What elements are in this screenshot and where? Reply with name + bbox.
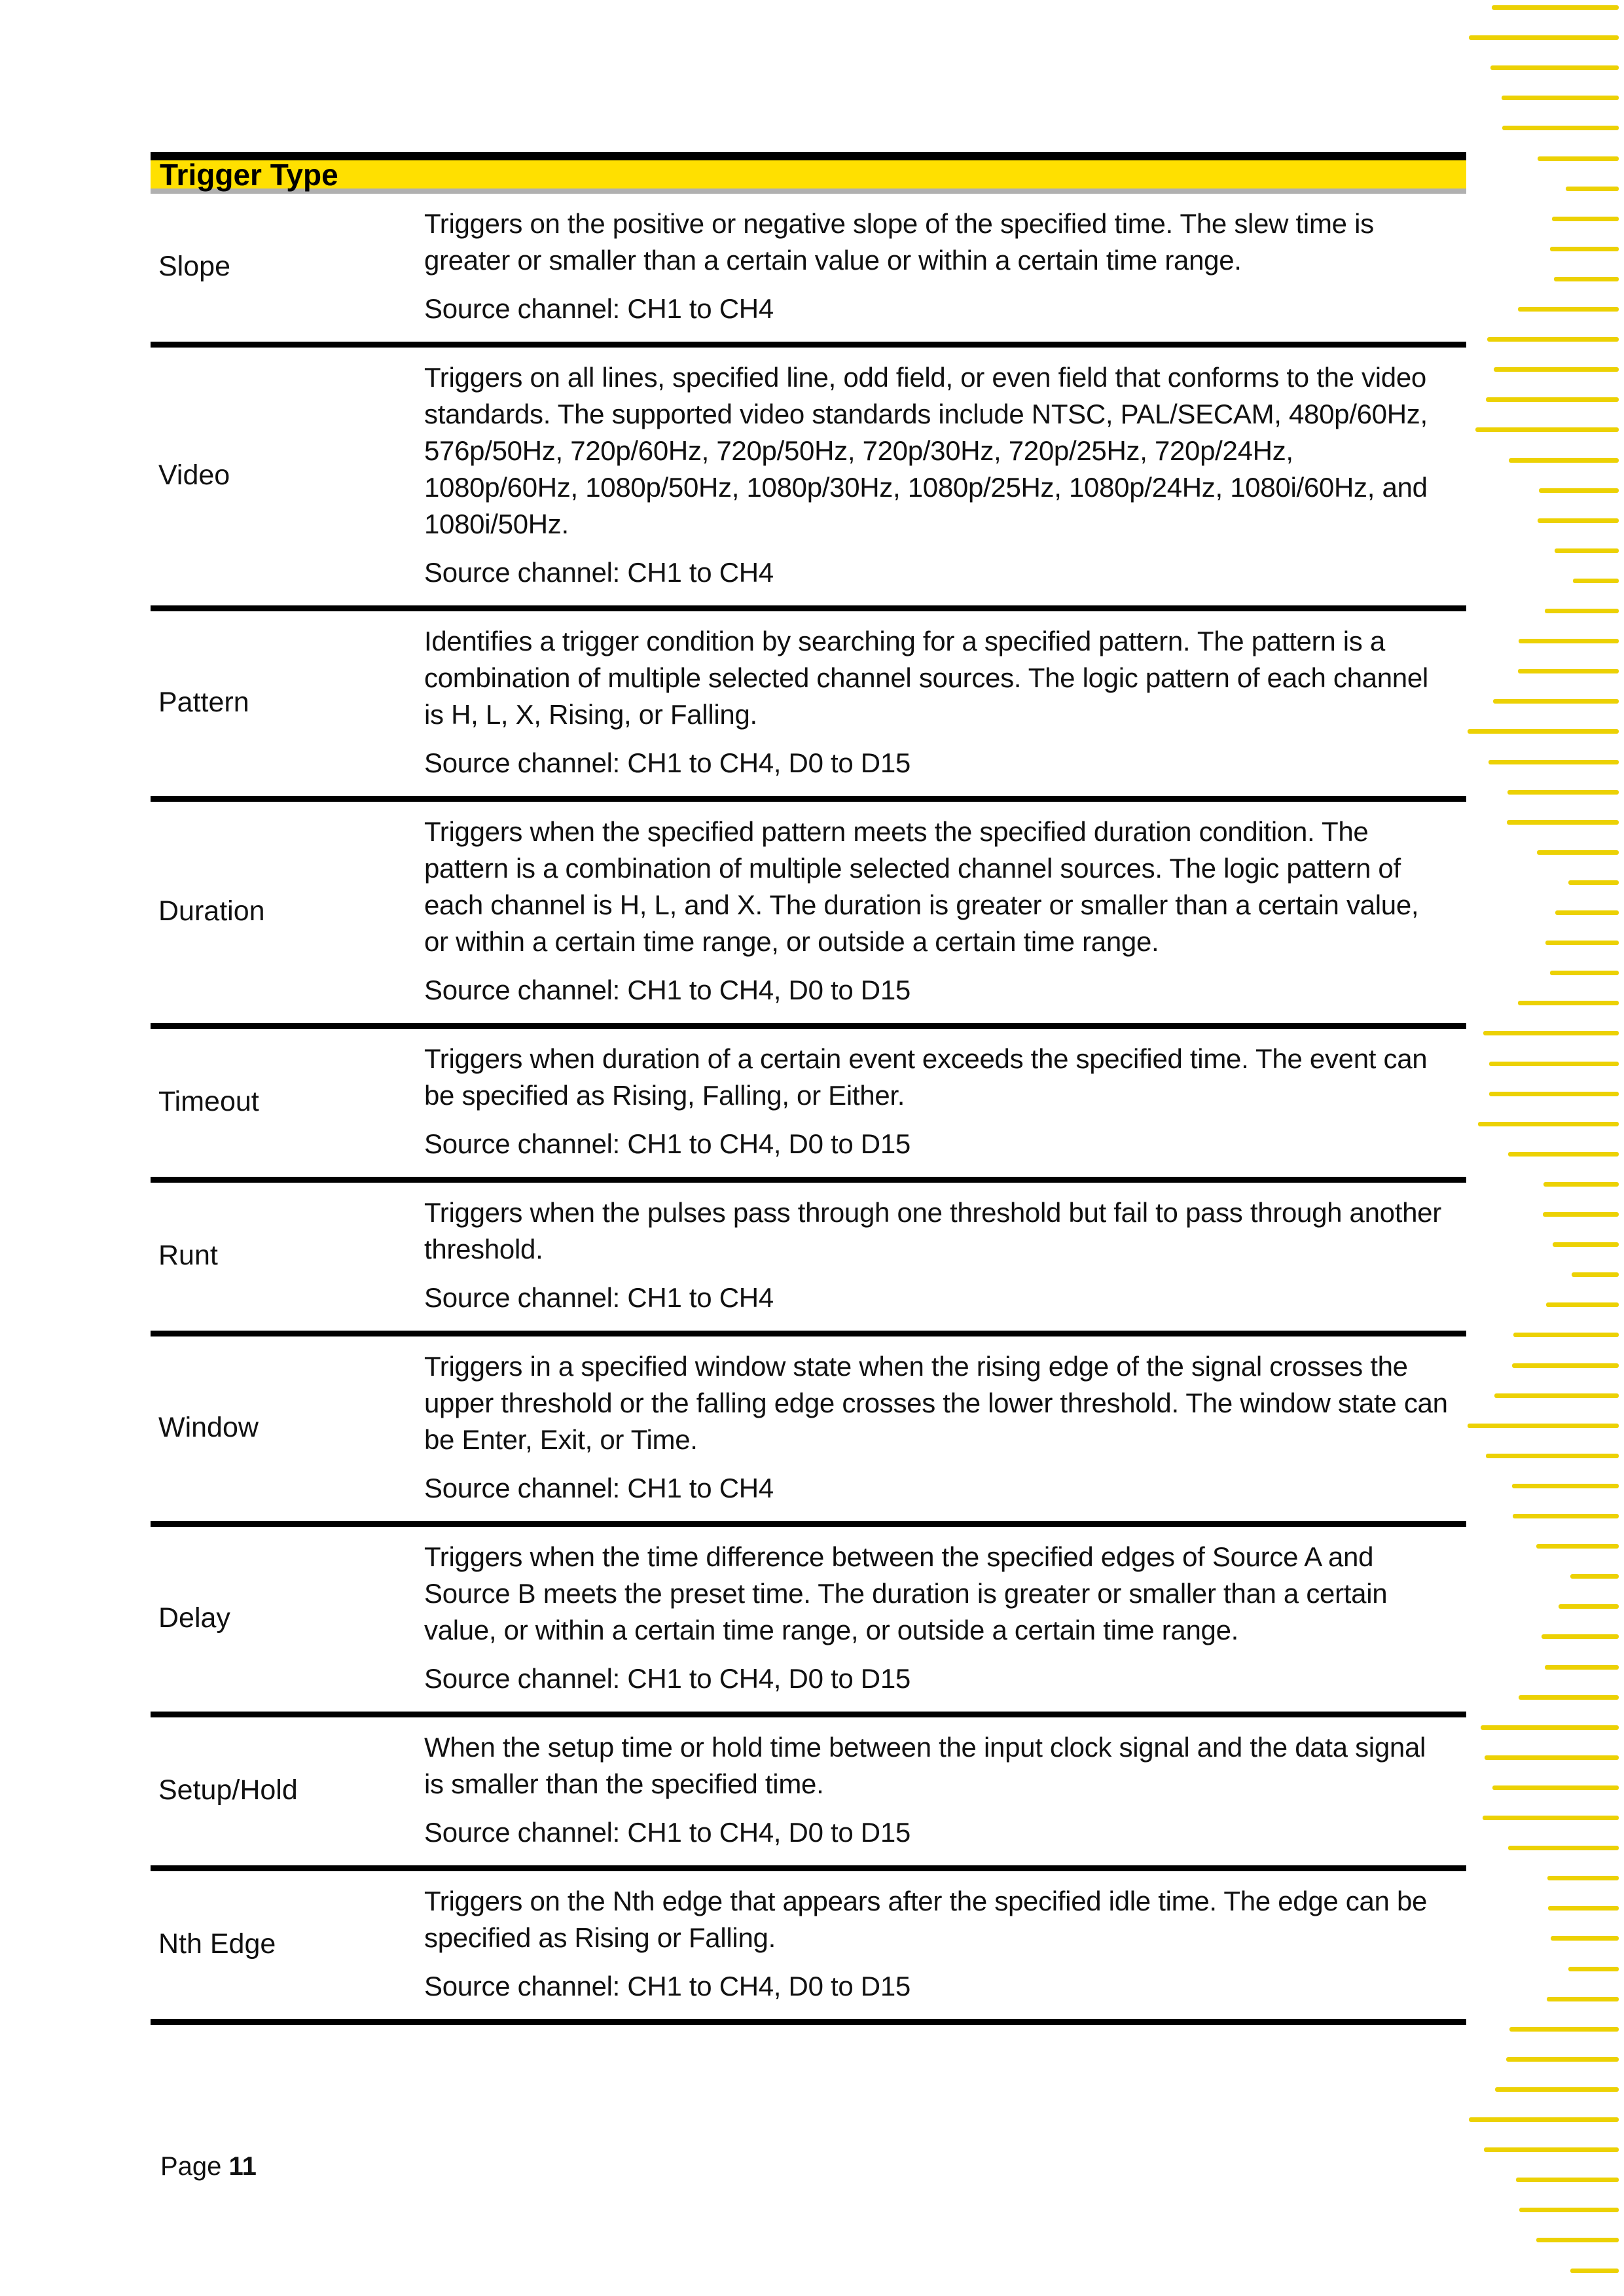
edge-line (1537, 850, 1619, 855)
edge-line (1509, 2027, 1619, 2032)
trigger-name: Setup/Hold (158, 1774, 298, 1806)
edge-line (1495, 2087, 1619, 2092)
trigger-source-channel: Source channel: CH1 to CH4 (424, 557, 774, 588)
edge-line (1518, 307, 1619, 312)
edge-line (1543, 1212, 1619, 1217)
page-footer (160, 2152, 257, 2181)
table-row (151, 348, 1466, 611)
trigger-details (424, 1729, 1466, 1851)
table-row (151, 1717, 1466, 1871)
edge-line (1483, 1031, 1619, 1035)
edge-line (1492, 1785, 1619, 1790)
edge-line (1519, 1695, 1619, 1700)
trigger-details (424, 1348, 1466, 1507)
table-row (151, 802, 1466, 1029)
edge-line (1486, 1454, 1619, 1458)
edge-line (1489, 1092, 1619, 1096)
edge-line (1570, 1574, 1619, 1579)
edge-line (1570, 2269, 1619, 2273)
edge-line (1546, 1302, 1619, 1307)
edge-line (1494, 367, 1619, 372)
trigger-details (424, 359, 1466, 591)
edge-line (1518, 1001, 1619, 1005)
edge-line (1468, 1424, 1619, 1428)
trigger-description: Identifies a trigger condition by searching for a specified pattern. The pattern is a combination of multiple selected channel sources. The logic pattern of each channel is H, L, X, Rising, or Falling. (424, 626, 1428, 730)
trigger-description: Triggers in a specified window state when the rising edge of the signal crosses the upper threshold or the falling edge crosses the lower threshold. The window state can be Enter, Exit, or Time. (424, 1351, 1448, 1455)
trigger-name: Nth Edge (158, 1928, 276, 1960)
trigger-description: When the setup time or hold time between the input clock signal and the data signal is smaller than the specified time. (424, 1732, 1426, 1799)
edge-line (1538, 156, 1619, 161)
edge-line (1547, 1997, 1619, 2001)
edge-line (1548, 1906, 1619, 1910)
trigger-description: Triggers on the Nth edge that appears after the specified idle time. The edge can be specified as Rising or Falling. (424, 1886, 1428, 1953)
edge-line (1550, 247, 1619, 251)
table-row (151, 1336, 1466, 1527)
trigger-description: Triggers on the positive or negative slope of the specified time. The slew time is greater or smaller than a certain value or within a certain time range. (424, 208, 1374, 276)
edge-line (1492, 5, 1619, 10)
edge-line (1512, 1363, 1619, 1368)
edge-line (1485, 1755, 1619, 1760)
edge-line (1489, 1062, 1619, 1066)
trigger-details (424, 1041, 1466, 1162)
edge-line (1502, 126, 1619, 130)
trigger-source-channel: Source channel: CH1 to CH4, D0 to D15 (424, 747, 911, 778)
table-header-label: Trigger Type (160, 157, 338, 192)
trigger-details (424, 814, 1466, 1009)
trigger-description: Triggers when the specified pattern meets the specified duration condition. The pattern is a combination of multiple selected channel sources. The logic pattern of each channel is H, L, and X. The duration is greater or smaller than a certain value, or within a certain time range, or outside a certain time range. (424, 816, 1419, 957)
edge-line (1559, 1604, 1619, 1609)
edge-line (1552, 217, 1619, 221)
edge-line (1568, 1967, 1619, 1971)
table-row (151, 1183, 1466, 1336)
trigger-name: Runt (158, 1239, 218, 1271)
edge-line (1509, 458, 1619, 463)
table-row (151, 1871, 1466, 2025)
edge-line (1555, 910, 1619, 915)
page-number: 11 (228, 2152, 257, 2181)
edge-line (1489, 760, 1619, 764)
edge-line (1468, 729, 1619, 734)
trigger-name: Video (158, 459, 230, 491)
edge-line (1551, 1936, 1619, 1941)
edge-line (1483, 1816, 1619, 1820)
edge-line (1508, 1846, 1619, 1850)
edge-line (1536, 1544, 1619, 1549)
edge-line (1512, 1484, 1619, 1488)
edge-line (1553, 1242, 1619, 1247)
edge-line (1487, 337, 1619, 342)
edge-line (1502, 96, 1619, 100)
edge-line (1519, 2208, 1619, 2212)
table-row (151, 194, 1466, 348)
edge-line (1518, 669, 1619, 673)
edge-line (1507, 820, 1619, 825)
trigger-details (424, 1194, 1466, 1316)
edge-line (1572, 1272, 1619, 1277)
trigger-name: Delay (158, 1602, 230, 1634)
trigger-source-channel: Source channel: CH1 to CH4 (424, 1282, 774, 1313)
trigger-details (424, 206, 1466, 327)
trigger-description: Triggers when the pulses pass through one threshold but fail to pass through another threshold. (424, 1197, 1441, 1265)
edge-line (1545, 609, 1619, 613)
table-row (151, 1527, 1466, 1717)
table-row (151, 1029, 1466, 1183)
edge-line (1547, 1876, 1619, 1880)
edge-line (1484, 2147, 1619, 2152)
edge-line (1550, 971, 1619, 975)
edge-line (1516, 2178, 1619, 2182)
trigger-source-channel: Source channel: CH1 to CH4 (424, 293, 774, 324)
trigger-details (424, 623, 1466, 781)
edge-decoration (1454, 0, 1624, 2296)
edge-line (1513, 1514, 1619, 1518)
edge-line (1543, 1182, 1619, 1187)
trigger-source-channel: Source channel: CH1 to CH4, D0 to D15 (424, 1663, 911, 1694)
edge-line (1493, 699, 1619, 704)
trigger-source-channel: Source channel: CH1 to CH4, D0 to D15 (424, 1817, 911, 1848)
edge-line (1566, 187, 1619, 191)
edge-line (1554, 277, 1619, 281)
trigger-source-channel: Source channel: CH1 to CH4, D0 to D15 (424, 1128, 911, 1159)
edge-line (1573, 579, 1619, 583)
trigger-details (424, 1883, 1466, 2005)
edge-line (1478, 1122, 1619, 1126)
edge-line (1568, 880, 1619, 885)
edge-line (1469, 35, 1619, 40)
table-header (151, 152, 1466, 194)
trigger-description: Triggers when duration of a certain event exceeds the specified time. The event can be specified as Rising, Falling, or Either. (424, 1043, 1428, 1111)
edge-line (1542, 1634, 1619, 1639)
trigger-source-channel: Source channel: CH1 to CH4, D0 to D15 (424, 1971, 911, 2001)
trigger-type-table (151, 152, 1466, 2025)
edge-line (1519, 639, 1619, 643)
trigger-name: Duration (158, 895, 265, 927)
trigger-source-channel: Source channel: CH1 to CH4, D0 to D15 (424, 975, 911, 1005)
edge-line (1555, 548, 1619, 553)
edge-line (1490, 65, 1619, 70)
trigger-name: Pattern (158, 686, 249, 718)
edge-line (1475, 427, 1619, 432)
edge-line (1539, 488, 1619, 493)
edge-line (1508, 1152, 1619, 1157)
trigger-description: Triggers on all lines, specified line, odd field, or even field that conforms to the video standards. The supported video standards include NTSC, PAL/SECAM, 480p/60Hz, 576p/50Hz, 720p/60Hz, 720p/50Hz, 720p/30Hz, 720p/25Hz, 720p/24Hz, 1080p/60Hz, 1080p/50Hz, 1080p/30Hz, 1080p/25Hz, 1080p/24Hz, 1080i/60Hz, and 1080i/50Hz. (424, 362, 1428, 539)
edge-line (1538, 518, 1619, 523)
trigger-description: Triggers when the time difference between the specified edges of Source A and Source B meets the preset time. The duration is greater or smaller than a certain value, or within a certain time range, or outside a certain time range. (424, 1541, 1388, 1645)
table-row (151, 611, 1466, 802)
edge-line (1469, 2117, 1619, 2122)
edge-line (1507, 790, 1619, 795)
trigger-details (424, 1539, 1466, 1697)
edge-line (1506, 2057, 1619, 2062)
edge-line (1481, 1725, 1619, 1730)
edge-line (1513, 1333, 1619, 1337)
edge-line (1545, 1665, 1619, 1670)
trigger-name: Timeout (158, 1085, 259, 1117)
page-label: Page (160, 2152, 222, 2181)
edge-line (1486, 397, 1619, 402)
trigger-source-channel: Source channel: CH1 to CH4 (424, 1473, 774, 1503)
trigger-name: Window (158, 1411, 259, 1443)
edge-line (1536, 2238, 1619, 2242)
edge-line (1545, 941, 1619, 945)
trigger-name: Slope (158, 250, 230, 282)
edge-line (1494, 1393, 1619, 1398)
